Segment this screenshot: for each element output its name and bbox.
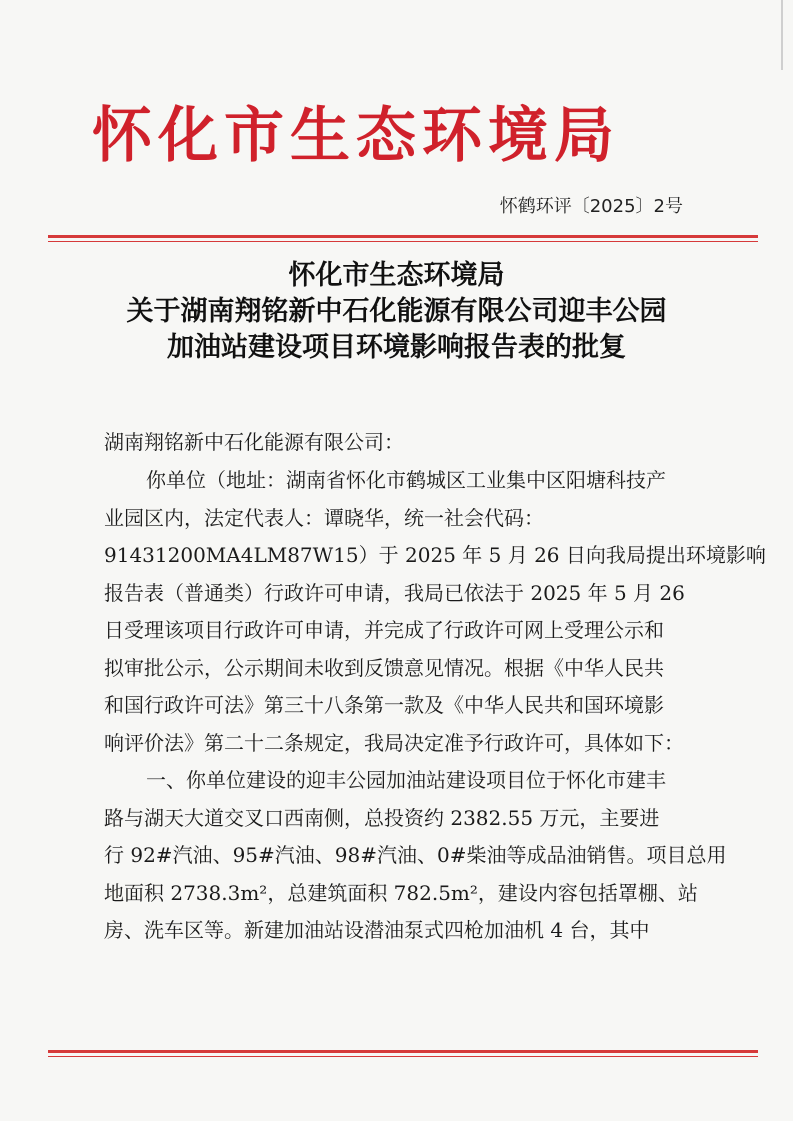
title-line-1: 怀化市生态环境局 <box>288 260 505 291</box>
document-number: 怀鹤环评〔2025〕2号 <box>499 196 683 217</box>
body-line: 拟审批公示，公示期间未收到反馈意见情况。根据《中华人民共 <box>104 655 664 680</box>
body-line: 一、你单位建设的迎丰公园加油站建设项目位于怀化市建丰 <box>146 768 666 792</box>
paragraph-1 <box>104 462 766 762</box>
agency-letterhead: 怀化市生态环境局 <box>92 101 620 171</box>
footer-rule-thin <box>48 1056 758 1057</box>
body-line: 地面积 2738.3m²，总建筑面积 782.5m²，建设内容包括罩棚、站 <box>104 880 698 905</box>
recipient-line: 湖南翔铭新中石化能源有限公司： <box>104 430 404 454</box>
body-line: 日受理该项目行政许可申请，并完成了行政许可网上受理公示和 <box>104 618 664 642</box>
body-line: 响评价法》第二十二条规定，我局决定准予行政许可，具体如下： <box>104 730 684 755</box>
footer-rule <box>48 1050 758 1053</box>
body-line: 报告表（普通类）行政许可申请，我局已依法于 2025 年 5 月 26 <box>104 580 685 605</box>
body-line: 91431200MA4LM87W15）于 2025 年 5 月 26 日向我局提出环境影响 <box>104 543 766 567</box>
body-line: 和国行政许可法》第三十八条第一款及《中华人民共和国环境影 <box>104 693 664 717</box>
body-line: 你单位（地址：湖南省怀化市鹤城区工业集中区阳塘科技产 <box>146 468 666 492</box>
page-edge-mark <box>781 0 783 70</box>
document-title <box>80 258 713 366</box>
title-line-2: 关于湖南翔铭新中石化能源有限公司迎丰公园 <box>126 296 667 327</box>
body-line: 行 92#汽油、95#汽油、98#汽油、0#柴油等成品油销售。项目总用 <box>104 843 727 867</box>
body-text <box>104 462 766 950</box>
paragraph-2 <box>104 762 727 950</box>
title-line-3: 加油站建设项目环境影响报告表的批复 <box>167 332 626 363</box>
body-line: 房、洗车区等。新建加油站设潜油泵式四枪加油机 4 台，其中 <box>104 918 650 942</box>
header-rule <box>48 235 758 238</box>
header-rule-thin <box>48 241 758 242</box>
body-line: 路与湖天大道交叉口西南侧，总投资约 2382.55 万元，主要进 <box>104 805 660 830</box>
body-line: 业园区内，法定代表人：谭晓华，统一社会代码： <box>104 505 544 530</box>
